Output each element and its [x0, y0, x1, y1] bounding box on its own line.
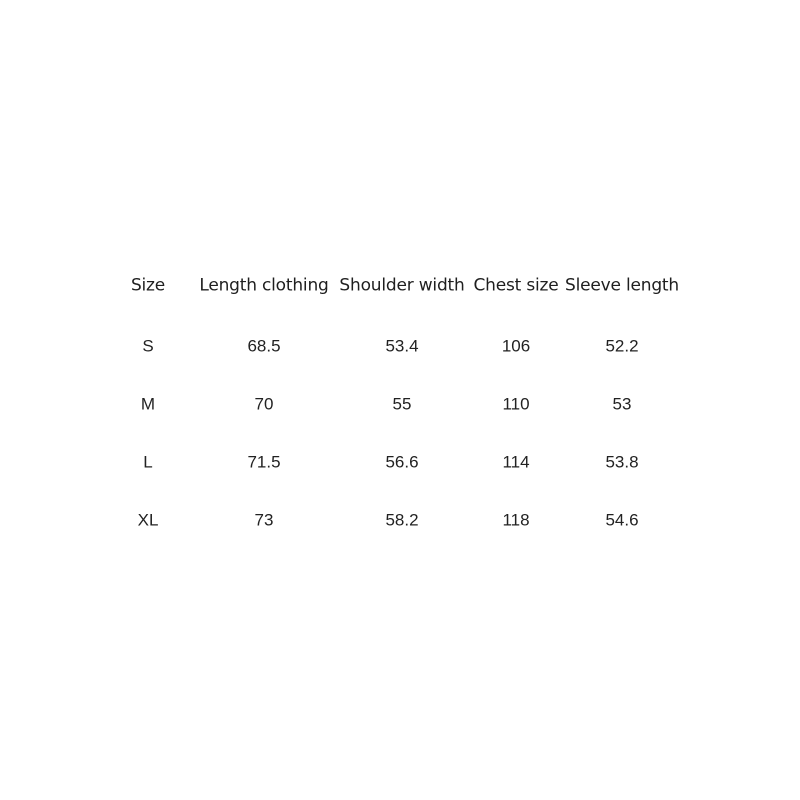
row-m-sleeve-length: 53	[612, 394, 632, 414]
row-m-chest-size: 110	[502, 394, 530, 414]
header-size: Size	[130, 275, 166, 296]
row-l-length-clothing: 71.5	[247, 452, 281, 472]
row-xl-shoulder-width: 58.2	[385, 510, 419, 530]
row-xl-chest-size: 118	[502, 510, 530, 530]
header-length-clothing: Length clothing	[199, 275, 329, 296]
row-s-sleeve-length: 52.2	[605, 336, 639, 356]
row-xl-sleeve-length: 54.6	[605, 510, 639, 530]
row-xl-size: XL	[137, 510, 159, 530]
row-m-length-clothing: 70	[254, 394, 274, 414]
row-s-chest-size: 106	[501, 336, 531, 356]
row-s-shoulder-width: 53.4	[385, 336, 419, 356]
row-xl-length-clothing: 73	[254, 510, 274, 530]
row-l-chest-size: 114	[502, 452, 530, 472]
row-s-size: S	[142, 336, 154, 356]
row-l-sleeve-length: 53.8	[605, 452, 639, 472]
header-shoulder-width: Shoulder width	[339, 275, 465, 296]
header-chest-size: Chest size	[473, 275, 559, 296]
row-m-size: M	[140, 394, 156, 414]
header-sleeve-length: Sleeve length	[565, 275, 679, 296]
row-l-shoulder-width: 56.6	[385, 452, 419, 472]
row-l-size: L	[143, 452, 153, 472]
row-m-shoulder-width: 55	[392, 394, 412, 414]
row-s-length-clothing: 68.5	[247, 336, 281, 356]
